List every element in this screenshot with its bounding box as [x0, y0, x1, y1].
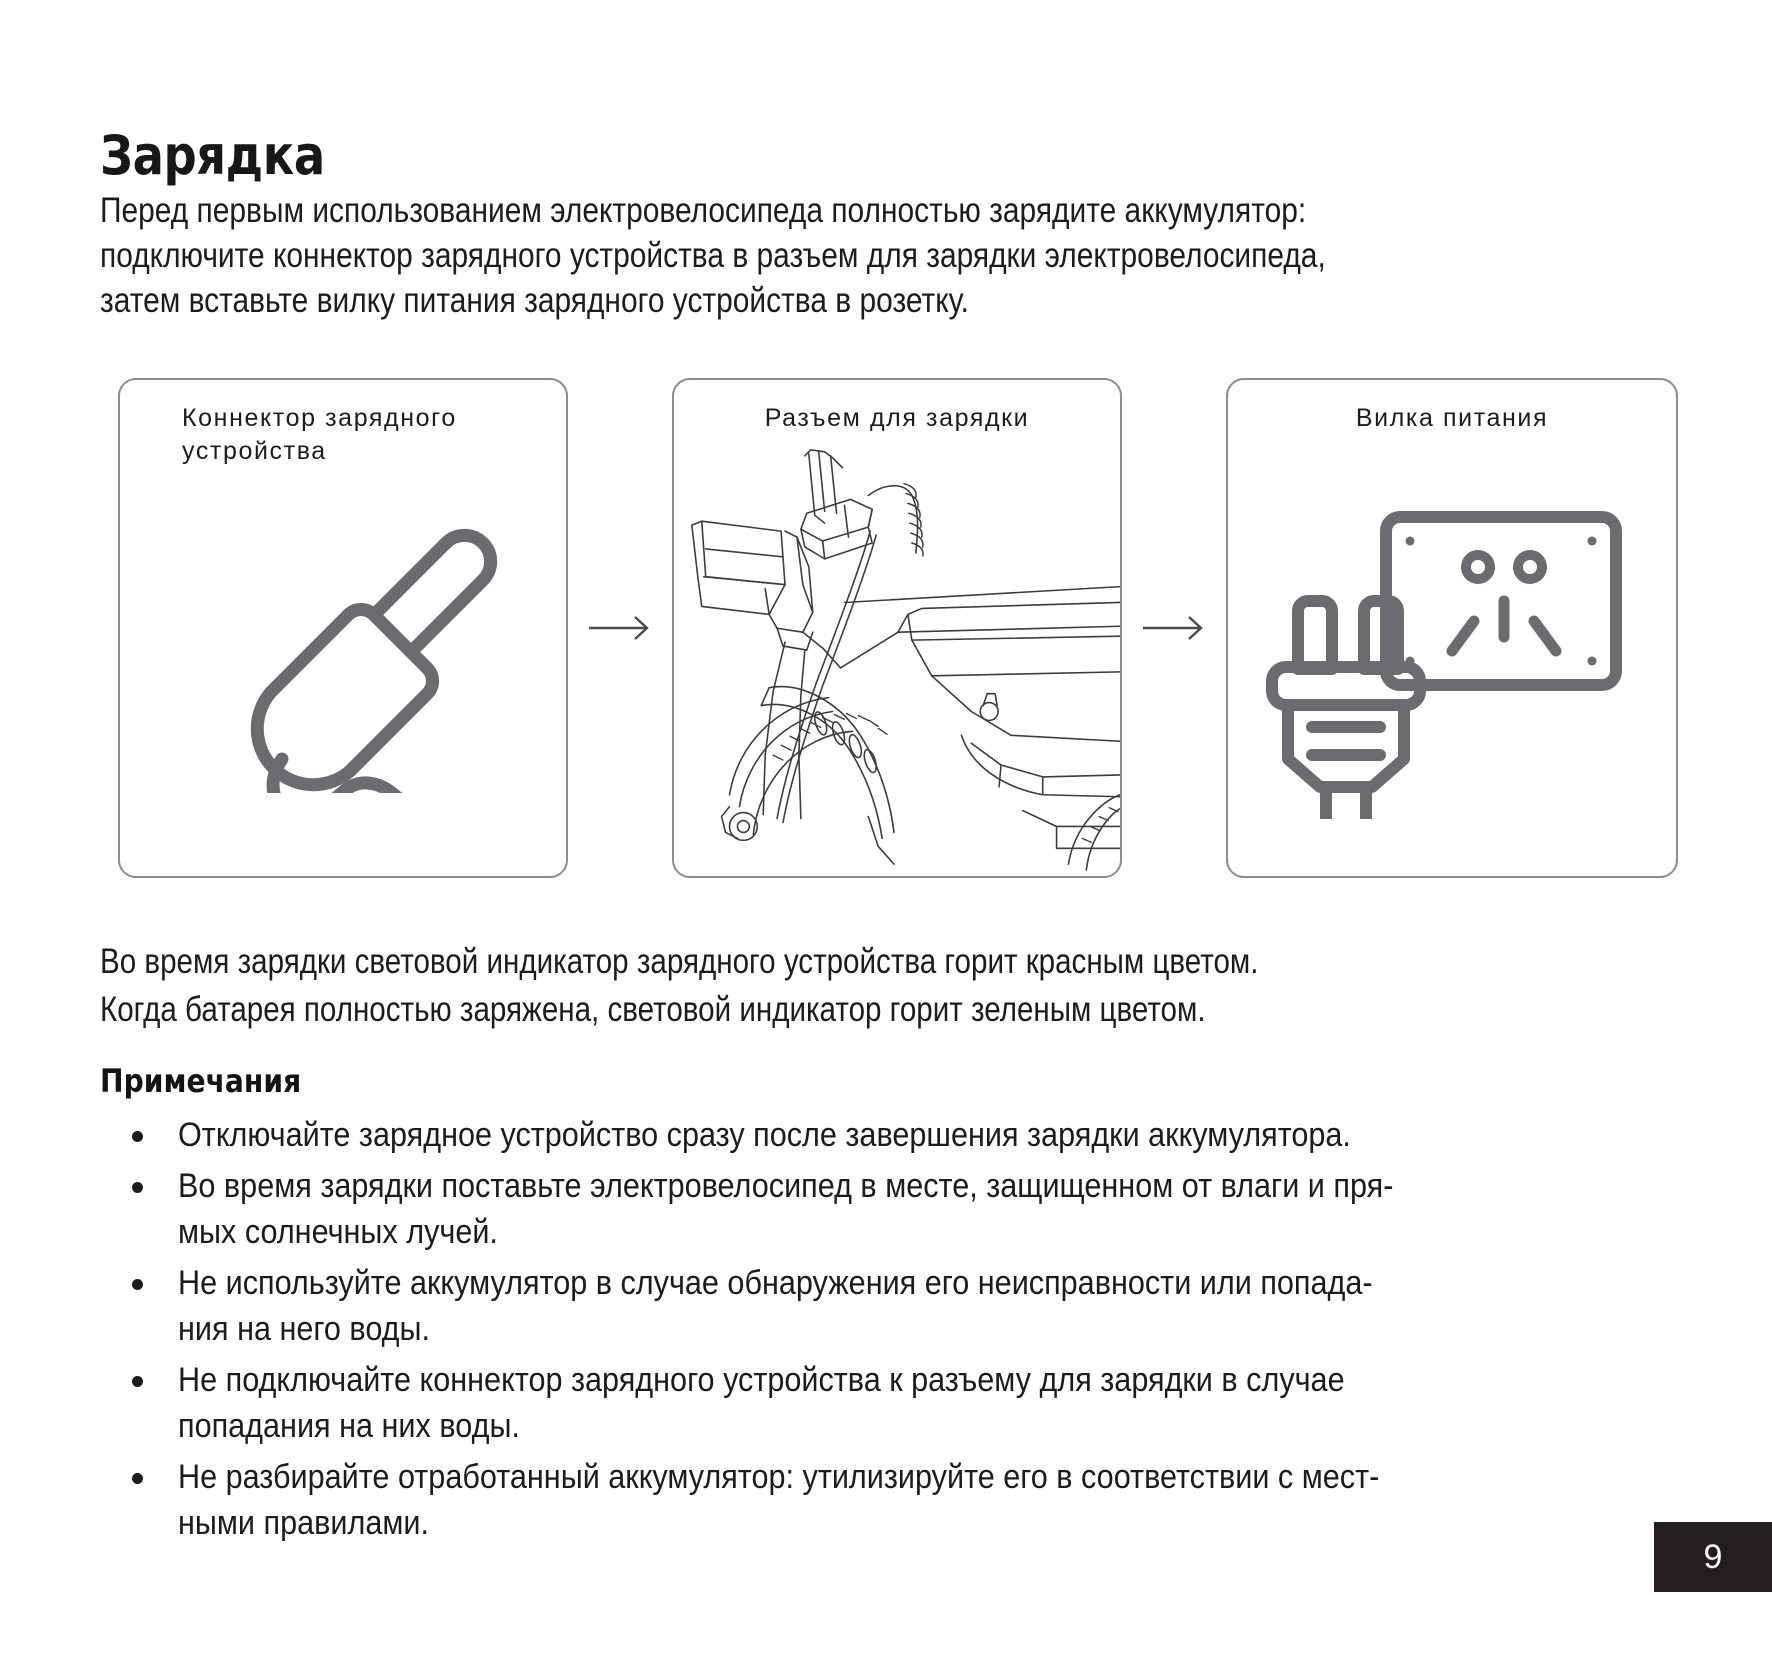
figure-caption-power-plug-line-1: Вилка питания: [1355, 404, 1549, 432]
page-title: Зарядка: [100, 124, 325, 188]
mid-line-1: Во время зарядки световой индикатор зарядного устройства горит красным цветом.: [100, 942, 1259, 981]
note-line: Во время зарядки поставьте электровелосипед в месте, защищенном от влаги и пря-: [178, 1167, 1394, 1205]
notes-heading: Примечания: [100, 1062, 302, 1100]
note-line: ными правилами.: [178, 1504, 429, 1542]
ebike-illustration-wrap: [674, 380, 1120, 876]
arrow-cell-1: [568, 378, 672, 878]
note-line: Не разбирайте отработанный аккумулятор: утилизируйте его в соответствии с мест-: [178, 1458, 1380, 1496]
note-text: [178, 1112, 1758, 1158]
bullet-icon: [132, 1182, 143, 1193]
charger-connector-icon: [178, 463, 508, 793]
bullet-icon: [132, 1279, 143, 1290]
arrow-right-icon: [1143, 615, 1205, 641]
note-line: попадания на них воды.: [178, 1407, 520, 1445]
bullet-icon: [132, 1473, 143, 1484]
figure-caption-connector-line-1: Коннектор зарядного: [182, 404, 457, 432]
page-number-badge: 9: [1654, 1522, 1772, 1592]
list-item: [100, 1357, 1760, 1449]
note-line: Отключайте зарядное устройство сразу после завершения зарядки аккумулятора.: [178, 1116, 1351, 1154]
bullet-icon: [132, 1376, 143, 1387]
power-plug-socket-icon-wrap: [1228, 380, 1676, 876]
list-item: [100, 1454, 1760, 1546]
charger-connector-icon-wrap: [120, 380, 566, 876]
list-item: [100, 1112, 1760, 1158]
charging-indicator-paragraph: [100, 938, 1486, 1034]
note-line: Не подключайте коннектор зарядного устройства к разъему для зарядки в случае: [178, 1361, 1345, 1399]
intro-paragraph: [100, 188, 1502, 323]
list-item: [100, 1163, 1760, 1255]
intro-line-1: Перед первым использованием электровелосипеда полностью зарядите аккумулятор:: [100, 191, 1307, 230]
note-line: Не используйте аккумулятор в случае обнаружения его неисправности или попада-: [178, 1264, 1373, 1302]
ebike-charging-port-illustration: [674, 436, 1120, 876]
intro-line-2: подключите коннектор зарядного устройства в разъем для зарядки электровелосипеда,: [100, 236, 1326, 275]
figure-caption-connector-line-2: устройства: [182, 437, 327, 465]
note-text: [178, 1163, 1758, 1255]
figure-box-connector: [118, 378, 568, 878]
figure-caption-charging-port-line-1: Разъем для зарядки: [764, 404, 1030, 432]
note-line: мых солнечных лучей.: [178, 1213, 498, 1251]
intro-line-3: затем вставьте вилку питания зарядного устройства в розетку.: [100, 281, 969, 320]
arrow-right-icon: [589, 615, 651, 641]
bullet-icon: [132, 1131, 143, 1142]
mid-line-2: Когда батарея полностью заряжена, световой индикатор горит зеленым цветом.: [100, 990, 1206, 1029]
note-text: [178, 1260, 1758, 1352]
note-text: [178, 1357, 1758, 1449]
notes-list: [100, 1112, 1760, 1551]
figure-box-charging-port: [672, 378, 1122, 878]
figure-box-power-plug: [1226, 378, 1678, 878]
power-plug-socket-icon: [1262, 479, 1642, 819]
list-item: [100, 1260, 1760, 1352]
note-text: [178, 1454, 1758, 1546]
note-line: ния на него воды.: [178, 1310, 431, 1348]
figure-row: [118, 378, 1678, 878]
arrow-cell-2: [1122, 378, 1226, 878]
